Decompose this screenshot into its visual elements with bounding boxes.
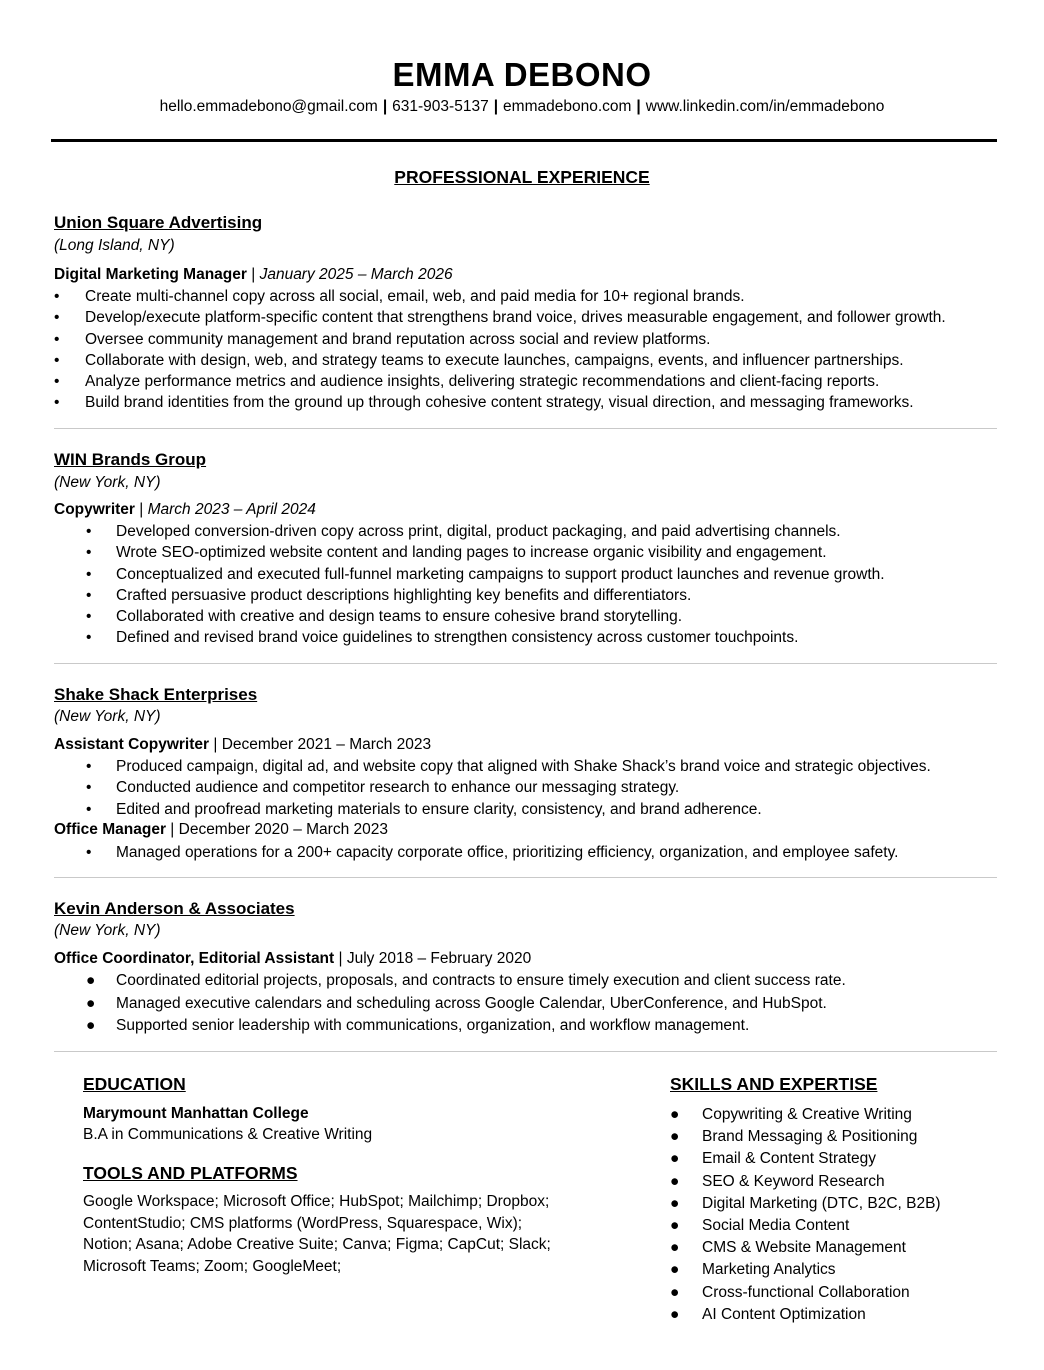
skills-list: [670, 1104, 941, 1326]
job-divider: [54, 1051, 997, 1052]
list-item: ● Marketing Analytics: [670, 1261, 836, 1279]
list-item: ● Supported senior leadership with communications, organization, and workflow management.: [86, 1017, 750, 1034]
list-item: ● Digital Marketing (DTC, B2C, B2B): [670, 1194, 941, 1212]
list-item: ● Copywriting & Creative Writing: [670, 1106, 912, 1123]
job-role: Assistant Copywriter | December 2021 – March 2023: [54, 736, 432, 753]
list-item: • Analyze performance metrics and audience insights, delivering strategic recommendations and client-facing reports.: [54, 373, 880, 391]
list-item: • Create multi-channel copy across all social, email, web, and paid media for 10+ regional brands.: [54, 288, 745, 305]
bullet-list: [54, 286, 946, 414]
job-location: (New York, NY): [54, 708, 161, 725]
contact-line: [0, 97, 1044, 117]
list-item: • Edited and proofread marketing materials to ensure clarity, consistency, and brand adherence.: [86, 800, 762, 818]
tools-line: Notion; Asana; Adobe Creative Suite; Canva; Figma; CapCut; Slack;: [83, 1236, 551, 1253]
list-item: • Conceptualized and executed full-funnel marketing campaigns to support product launches and revenue growth.: [86, 565, 885, 583]
list-item: ● Managed executive calendars and scheduling across Google Calendar, UberConference, and HubSpot.: [86, 994, 827, 1012]
tools-line: Google Workspace; Microsoft Office; HubSpot; Mailchimp; Dropbox;: [83, 1193, 550, 1210]
list-item: ● Brand Messaging & Positioning: [670, 1128, 918, 1146]
role-dates: January 2025 – March 2026: [259, 266, 453, 283]
resume-name: EMMA DEBONO: [392, 56, 652, 93]
section-title-education: EDUCATION: [83, 1074, 186, 1094]
list-item: • Develop/execute platform-specific content that strengthens brand voice, drives measurable engagement, and follower growth.: [54, 309, 946, 327]
job-role: Copywriter | March 2023 – April 2024: [54, 501, 316, 518]
contact-separator: |: [382, 98, 388, 115]
list-item: • Produced campaign, digital ad, and website copy that aligned with Shake Shack’s brand voice and strategic objectives.: [86, 758, 931, 775]
tools-line: ContentStudio; CMS platforms (WordPress, Squarespace, Wix);: [83, 1214, 523, 1232]
role-dates: December 2020 – March 2023: [178, 821, 388, 838]
list-item: ● Email & Content Strategy: [670, 1150, 877, 1168]
job-role: Office Coordinator, Editorial Assistant | July 2018 – February 2020: [54, 950, 532, 967]
education-school: Marymount Manhattan College: [83, 1105, 309, 1122]
job-company: Kevin Anderson & Associates: [54, 899, 295, 918]
list-item: • Collaborated with creative and design teams to ensure cohesive brand storytelling.: [86, 608, 683, 626]
section-title-experience: PROFESSIONAL EXPERIENCE: [394, 167, 650, 187]
job-role: Office Manager | December 2020 – March 2023: [54, 821, 388, 838]
tools-line: Microsoft Teams; Zoom; GoogleMeet;: [83, 1257, 342, 1275]
job-divider: [54, 663, 997, 664]
contact-email: hello.emmadebono@gmail.com: [159, 98, 378, 115]
job-divider: [54, 428, 997, 429]
list-item: • Wrote SEO-optimized website content and landing pages to increase organic visibility and engagement.: [86, 544, 827, 562]
education-degree: B.A in Communications & Creative Writing: [83, 1126, 373, 1143]
job-location: (Long Island, NY): [54, 237, 175, 254]
contact-linkedin: www.linkedin.com/in/emmadebono: [645, 98, 885, 115]
job-company: Shake Shack Enterprises: [54, 685, 258, 704]
contact-separator: |: [493, 98, 499, 115]
list-item: • Defined and revised brand voice guidelines to strengthen consistency across customer touchpoints.: [86, 629, 799, 647]
job-company: Union Square Advertising: [54, 213, 263, 232]
job-location: (New York, NY): [54, 922, 161, 939]
role-dates: December 2021 – March 2023: [221, 736, 432, 753]
list-item: ● Cross-functional Collaboration: [670, 1283, 910, 1301]
header-divider: [51, 139, 997, 142]
job-role: Digital Marketing Manager | January 2025 – March 2026: [54, 266, 453, 283]
role-title: Office Coordinator, Editorial Assistant: [54, 950, 335, 967]
contact-website: emmadebono.com: [503, 98, 632, 115]
section-title-tools: TOOLS AND PLATFORMS: [83, 1163, 298, 1183]
tools-list: [83, 1191, 603, 1277]
job-divider: [54, 877, 997, 878]
list-item: ● Social Media Content: [670, 1216, 850, 1234]
role-dates: March 2023 – April 2024: [147, 501, 316, 518]
bullet-list: [86, 521, 885, 649]
role-title: Assistant Copywriter: [54, 736, 210, 753]
list-item: ● SEO & Keyword Research: [670, 1172, 885, 1190]
role-title: Copywriter: [54, 501, 135, 518]
list-item: ● Coordinated editorial projects, proposals, and contracts to ensure timely execution and client success rate.: [86, 972, 846, 989]
list-item: • Developed conversion-driven copy across print, digital, product packaging, and paid advertising channels.: [86, 523, 841, 540]
list-item: • Collaborate with design, web, and strategy teams to execute launches, campaigns, events, and influencer partnerships.: [54, 351, 904, 369]
role-title: Office Manager: [54, 821, 166, 838]
role-title: Digital Marketing Manager: [54, 266, 247, 283]
list-item: ● CMS & Website Management: [670, 1239, 906, 1257]
job-location: (New York, NY): [54, 474, 161, 491]
list-item: • Conducted audience and competitor research to enhance our messaging strategy.: [86, 779, 680, 797]
bullet-list: [86, 756, 931, 820]
bullet-list: [86, 842, 899, 863]
section-title-skills: SKILLS AND EXPERTISE: [670, 1074, 878, 1094]
contact-separator: |: [636, 98, 641, 115]
contact-phone: 631-903-5137: [392, 98, 489, 115]
list-item: ● AI Content Optimization: [670, 1305, 866, 1323]
list-item: • Managed operations for a 200+ capacity corporate office, prioritizing efficiency, organization, and employee safety.: [86, 844, 899, 861]
list-item: • Build brand identities from the ground up through cohesive content strategy, visual direction, and messaging frameworks.: [54, 394, 914, 412]
job-company: WIN Brands Group: [54, 450, 207, 469]
bullet-list: [86, 970, 846, 1038]
role-dates: July 2018 – February 2020: [346, 950, 532, 967]
list-item: • Oversee community management and brand reputation across social and review platforms.: [54, 330, 711, 348]
list-item: • Crafted persuasive product descriptions highlighting key benefits and differentiators.: [86, 586, 692, 604]
